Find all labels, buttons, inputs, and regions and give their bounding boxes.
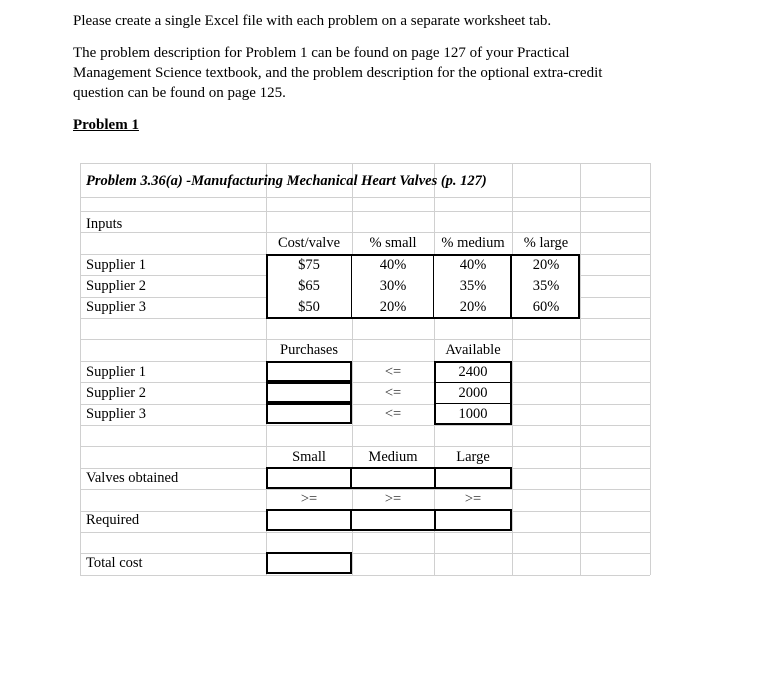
supplier-2-cost[interactable]: $65	[298, 278, 320, 294]
worksheet	[80, 163, 650, 575]
supplier-3-label: Supplier 3	[86, 299, 147, 315]
header-pct-large: % large	[523, 235, 569, 251]
total-cost-cell[interactable]	[266, 552, 352, 574]
ge-operator-small: >=	[300, 491, 318, 507]
required-label: Required	[86, 512, 140, 528]
valves-obtained-large[interactable]	[434, 467, 512, 489]
supplier-2-medium[interactable]: 35%	[459, 278, 487, 294]
supplier-2-small[interactable]: 30%	[379, 278, 407, 294]
ge-operator-large: >=	[464, 491, 482, 507]
supplier-1-small[interactable]: 40%	[379, 257, 407, 273]
grid-row-line	[80, 425, 650, 426]
purchase-input-1[interactable]	[266, 361, 352, 382]
size-header-large: Large	[456, 449, 490, 465]
supplier-1-large[interactable]: 20%	[532, 257, 560, 273]
valves-obtained-label: Valves obtained	[86, 470, 179, 486]
le-operator-1: <=	[384, 364, 402, 380]
problem-heading: Problem 1	[73, 117, 139, 133]
purchase-supplier-2-label: Supplier 2	[86, 385, 147, 401]
instruction-para-line-1: The problem description for Problem 1 can be found on page 127 of your Practical	[73, 45, 570, 61]
size-header-small: Small	[292, 449, 326, 465]
le-operator-3: <=	[384, 406, 402, 422]
supplier-1-cost[interactable]: $75	[298, 257, 320, 273]
grid-row-line	[80, 163, 650, 164]
available-2[interactable]: 2000	[458, 385, 488, 401]
grid-row-line	[80, 575, 650, 576]
available-header: Available	[445, 342, 501, 358]
instruction-para-line-3: question can be found on page 125.	[73, 85, 286, 101]
grid-col-line	[512, 163, 513, 575]
header-pct-medium: % medium	[441, 235, 505, 251]
header-cost-valve: Cost/valve	[277, 235, 341, 251]
purchase-input-3[interactable]	[266, 403, 352, 424]
instruction-line: Please create a single Excel file with each problem on a separate worksheet tab.	[73, 13, 552, 29]
purchase-input-2[interactable]	[266, 382, 352, 403]
grid-row-line	[80, 211, 650, 212]
purchase-supplier-3-label: Supplier 3	[86, 406, 147, 422]
supplier-1-label: Supplier 1	[86, 257, 147, 273]
grid-row-line	[80, 339, 650, 340]
available-1[interactable]: 2400	[458, 364, 488, 380]
supplier-2-large[interactable]: 35%	[532, 278, 560, 294]
total-cost-label: Total cost	[86, 555, 143, 571]
valves-obtained-medium[interactable]	[350, 467, 436, 489]
supplier-3-medium[interactable]: 20%	[459, 299, 487, 315]
supplier-1-medium[interactable]: 40%	[459, 257, 487, 273]
inputs-label: Inputs	[86, 216, 123, 232]
le-operator-2: <=	[384, 385, 402, 401]
grid-col-line	[80, 163, 81, 575]
header-pct-small: % small	[369, 235, 417, 251]
grid-row-line	[80, 197, 650, 198]
supplier-2-label: Supplier 2	[86, 278, 147, 294]
purchase-supplier-1-label: Supplier 1	[86, 364, 147, 380]
available-3[interactable]: 1000	[458, 406, 488, 422]
sheet-title: Problem 3.36(a) -Manufacturing Mechanical Heart Valves (p. 127)	[86, 173, 487, 189]
required-small[interactable]	[266, 509, 352, 531]
supplier-3-cost[interactable]: $50	[298, 299, 320, 315]
required-medium[interactable]	[350, 509, 436, 531]
grid-row-line	[80, 532, 650, 533]
size-header-medium: Medium	[368, 449, 418, 465]
required-large[interactable]	[434, 509, 512, 531]
valves-obtained-small[interactable]	[266, 467, 352, 489]
grid-col-line	[650, 163, 651, 575]
grid-row-line	[80, 553, 650, 554]
ge-operator-medium: >=	[384, 491, 402, 507]
supplier-3-small[interactable]: 20%	[379, 299, 407, 315]
supplier-3-large[interactable]: 60%	[532, 299, 560, 315]
purchases-header: Purchases	[280, 342, 338, 358]
instruction-para-line-2: Management Science textbook, and the problem description for the optional extra-credit	[73, 65, 603, 81]
grid-col-line	[580, 163, 581, 575]
